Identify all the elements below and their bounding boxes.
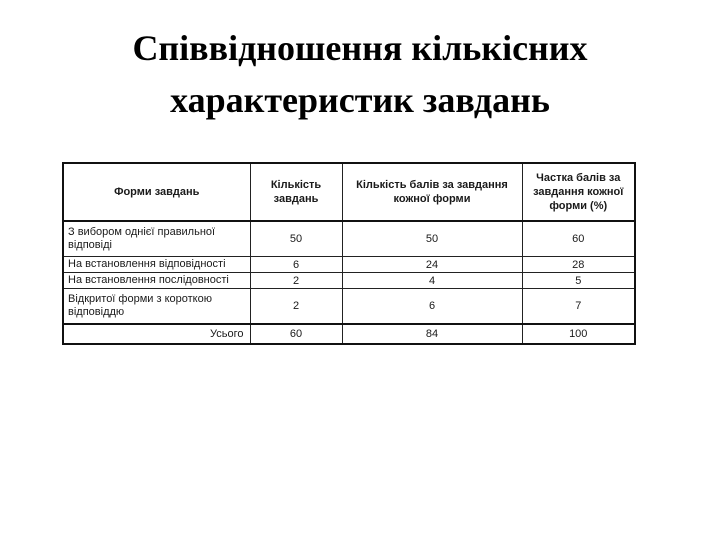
task-characteristics-table [62,162,634,345]
slide-title [0,22,720,126]
cell-share: 7 [522,289,635,325]
table-row [63,273,635,289]
cell-count: 2 [250,289,342,325]
column-header-task-count: Кількість завдань [250,163,342,221]
cell-share: 28 [522,257,635,273]
column-header-task-forms: Форми завдань [63,163,250,221]
column-header-points-share: Частка балів за завдання кожної форми (%) [522,163,635,221]
cell-count: 50 [250,221,342,257]
cell-count: 6 [250,257,342,273]
cell-total-label: Усього [63,324,250,344]
cell-points: 50 [342,221,522,257]
table-total-row [63,324,635,344]
cell-total-count: 60 [250,324,342,344]
table-row [63,221,635,257]
table-row [63,289,635,325]
cell-points: 6 [342,289,522,325]
cell-points: 4 [342,273,522,289]
table-row [63,257,635,273]
cell-total-share: 100 [522,324,635,344]
cell-task-form: З вибором однієї правильної відповіді [63,221,250,257]
cell-task-form: На встановлення відповідності [63,257,250,273]
slide-title-line-1: Співвідношення кількісних [132,28,588,68]
cell-total-points: 84 [342,324,522,344]
table-header-row [63,163,635,221]
cell-points: 24 [342,257,522,273]
slide-title-line-2: характеристик завдань [170,80,550,120]
cell-task-form: Відкритої форми з короткою відповіддю [63,289,250,325]
cell-share: 60 [522,221,635,257]
cell-task-form: На встановлення послідовності [63,273,250,289]
column-header-points: Кількість балів за завдання кожної форми [342,163,522,221]
cell-share: 5 [522,273,635,289]
cell-count: 2 [250,273,342,289]
